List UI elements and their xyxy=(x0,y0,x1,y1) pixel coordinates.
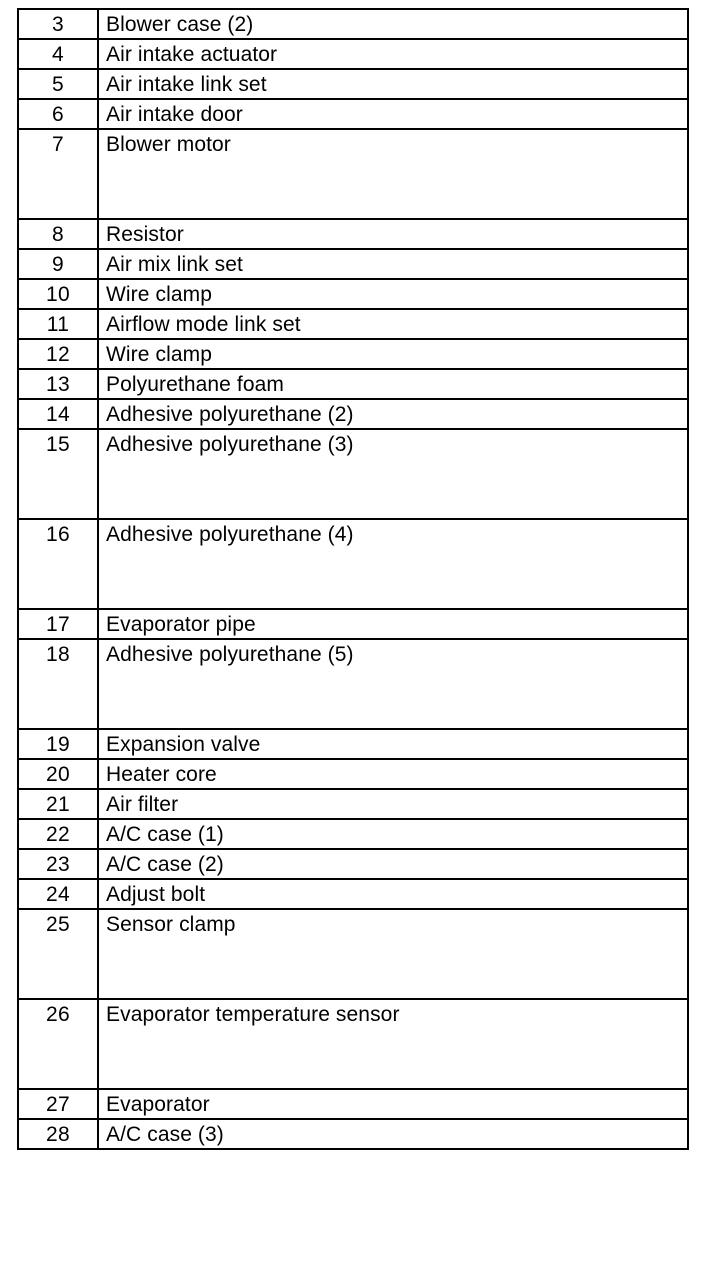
part-name-cell: Adhesive polyurethane (5) xyxy=(98,639,688,729)
part-number-cell: 3 xyxy=(18,9,98,39)
part-number-cell: 24 xyxy=(18,879,98,909)
part-number-cell: 20 xyxy=(18,759,98,789)
part-name-cell: Blower case (2) xyxy=(98,9,688,39)
table-row xyxy=(18,9,688,39)
part-number-cell: 5 xyxy=(18,69,98,99)
table-row xyxy=(18,849,688,879)
table-row xyxy=(18,129,688,219)
table-row xyxy=(18,399,688,429)
part-name-cell: Evaporator temperature sensor xyxy=(98,999,688,1089)
part-name-cell: Air intake actuator xyxy=(98,39,688,69)
part-name-cell: Evaporator pipe xyxy=(98,609,688,639)
table-row xyxy=(18,369,688,399)
part-number-cell: 16 xyxy=(18,519,98,609)
part-number-cell: 19 xyxy=(18,729,98,759)
part-name-cell: Evaporator xyxy=(98,1089,688,1119)
part-number-cell: 21 xyxy=(18,789,98,819)
table-row xyxy=(18,99,688,129)
part-number-cell: 22 xyxy=(18,819,98,849)
table-row xyxy=(18,759,688,789)
part-name-cell: Wire clamp xyxy=(98,339,688,369)
table-row xyxy=(18,639,688,729)
table-row xyxy=(18,1119,688,1149)
parts-table xyxy=(17,8,689,1150)
table-row xyxy=(18,279,688,309)
part-name-cell: Blower motor xyxy=(98,129,688,219)
part-number-cell: 17 xyxy=(18,609,98,639)
table-row xyxy=(18,309,688,339)
part-name-cell: Heater core xyxy=(98,759,688,789)
part-number-cell: 7 xyxy=(18,129,98,219)
part-name-cell: A/C case (2) xyxy=(98,849,688,879)
table-row xyxy=(18,879,688,909)
part-name-cell: Sensor clamp xyxy=(98,909,688,999)
part-name-cell: Adhesive polyurethane (2) xyxy=(98,399,688,429)
table-row xyxy=(18,429,688,519)
part-name-cell: Adjust bolt xyxy=(98,879,688,909)
part-number-cell: 6 xyxy=(18,99,98,129)
part-number-cell: 26 xyxy=(18,999,98,1089)
parts-table-body xyxy=(18,9,688,1149)
part-name-cell: Wire clamp xyxy=(98,279,688,309)
table-row xyxy=(18,999,688,1089)
part-name-cell: Polyurethane foam xyxy=(98,369,688,399)
part-name-cell: Air mix link set xyxy=(98,249,688,279)
table-row xyxy=(18,519,688,609)
part-number-cell: 28 xyxy=(18,1119,98,1149)
table-row xyxy=(18,39,688,69)
table-row xyxy=(18,219,688,249)
part-number-cell: 14 xyxy=(18,399,98,429)
part-name-cell: Air intake door xyxy=(98,99,688,129)
part-name-cell: Airflow mode link set xyxy=(98,309,688,339)
part-number-cell: 13 xyxy=(18,369,98,399)
table-row xyxy=(18,339,688,369)
part-number-cell: 25 xyxy=(18,909,98,999)
part-number-cell: 12 xyxy=(18,339,98,369)
part-number-cell: 15 xyxy=(18,429,98,519)
table-row xyxy=(18,249,688,279)
part-name-cell: A/C case (3) xyxy=(98,1119,688,1149)
part-number-cell: 18 xyxy=(18,639,98,729)
part-name-cell: A/C case (1) xyxy=(98,819,688,849)
part-name-cell: Adhesive polyurethane (3) xyxy=(98,429,688,519)
part-name-cell: Resistor xyxy=(98,219,688,249)
part-number-cell: 27 xyxy=(18,1089,98,1119)
table-row xyxy=(18,609,688,639)
part-name-cell: Adhesive polyurethane (4) xyxy=(98,519,688,609)
table-row xyxy=(18,729,688,759)
part-name-cell: Air filter xyxy=(98,789,688,819)
table-row xyxy=(18,1089,688,1119)
part-name-cell: Air intake link set xyxy=(98,69,688,99)
table-row xyxy=(18,69,688,99)
part-number-cell: 9 xyxy=(18,249,98,279)
part-number-cell: 11 xyxy=(18,309,98,339)
table-row xyxy=(18,819,688,849)
part-name-cell: Expansion valve xyxy=(98,729,688,759)
part-number-cell: 10 xyxy=(18,279,98,309)
part-number-cell: 8 xyxy=(18,219,98,249)
table-row xyxy=(18,789,688,819)
part-number-cell: 4 xyxy=(18,39,98,69)
part-number-cell: 23 xyxy=(18,849,98,879)
table-row xyxy=(18,909,688,999)
